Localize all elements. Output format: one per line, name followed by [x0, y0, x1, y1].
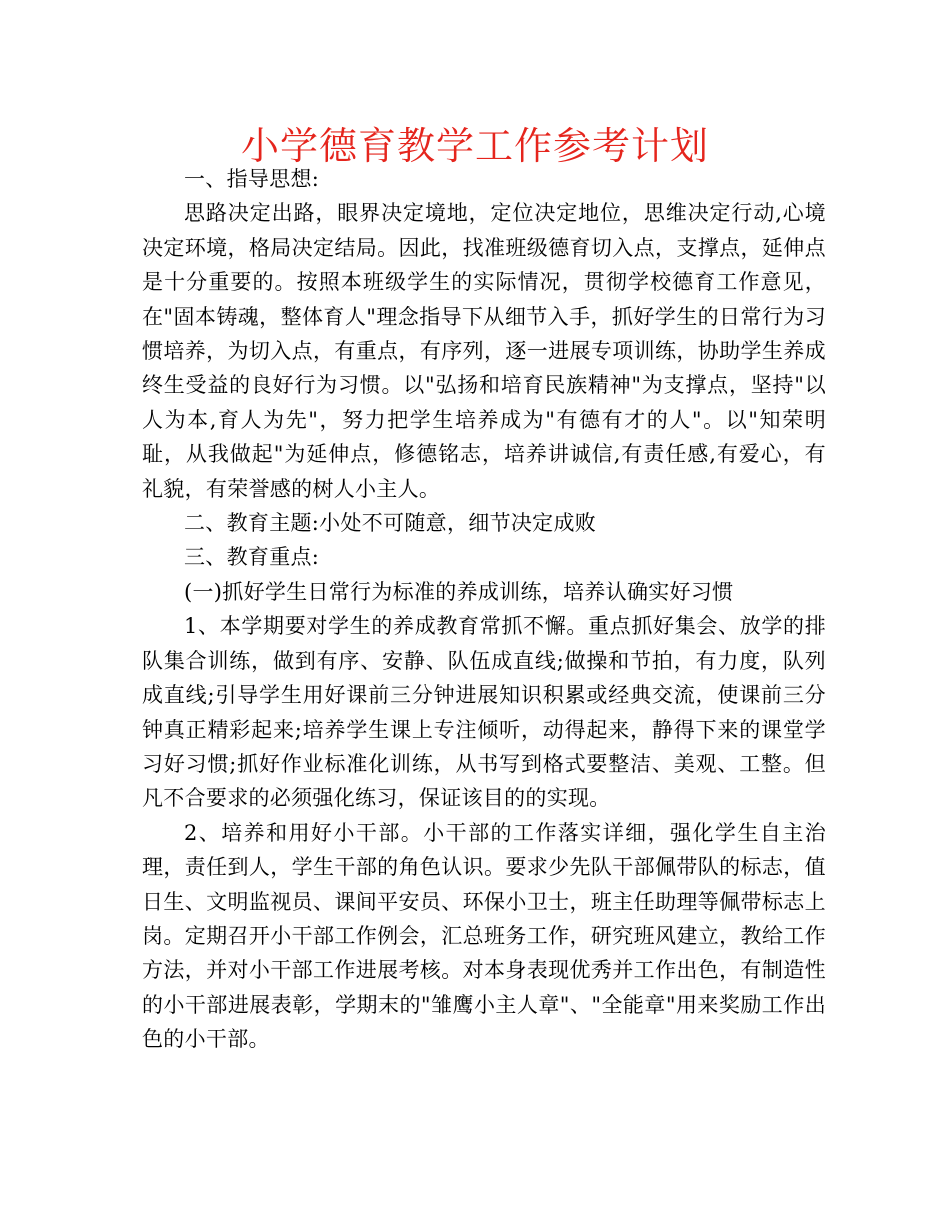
document-title: 小学德育教学工作参考计划: [240, 124, 709, 168]
document-body: [142, 162, 826, 1057]
paragraph-guiding-thought: 思路决定出路，眼界决定境地，定位决定地位，思维决定行动,心境决定环境，格局决定结局。因此，找准班级德育切入点，支撑点，延伸点是十分重要的。按照本班级学生的实际情况，贯彻学校德育工作意见，在"固本铸魂，整体育人"理念指导下从细节入手，抓好学生的日常行为习惯培养，为切入点，有重点，有序列，逐一进展专项训练，协助学生养成终生受益的良好行为习惯。以"弘扬和培育民族精神"为支撑点，坚持"以人为本,育人为先"，努力把学生培养成为"有德有才的人"。以"知荣明耻，从我做起"为延伸点，修德铭志，培养讲诚信,有责任感,有爱心，有礼貌，有荣誉感的树人小主人。: [142, 201, 826, 501]
section-heading-guiding-thought: 一、指导思想:: [184, 167, 320, 191]
paragraph-item-2: 2、培养和用好小干部。小干部的工作落实详细，强化学生自主治理，责任到人，学生干部的角色认识。要求少先队干部佩带队的标志，值日生、文明监视员、课间平安员、环保小卫士，班主任助理等佩带标志上岗。定期召开小干部工作例会，汇总班务工作，研究班风建立，教给工作方法，并对小干部工作进展考核。对本身表现优秀并工作出色，有制造性的小干部进展表彰，学期末的"雏鹰小主人章"、"全能章"用来奖励工作出色的小干部。: [142, 820, 826, 1052]
section-heading-education-theme: 二、教育主题:小处不可随意，细节决定成败: [184, 511, 597, 536]
paragraph-item-1: 1、本学期要对学生的养成教育常抓不懈。重点抓好集会、放学的排队集合训练，做到有序、安静、队伍成直线;做操和节拍，有力度，队列成直线;引导学生用好课前三分钟进展知识积累或经典交流，使课前三分钟真正精彩起来;培养学生课上专注倾听，动得起来，静得下来的课堂学习好习惯;抓好作业标准化训练，从书写到格式要整洁、美观、工整。但凡不合要求的必须强化练习，保证该目的的实现。: [142, 614, 826, 811]
section-heading-education-focus: 三、教育重点:: [184, 545, 320, 570]
subsection-heading-habits: (一)抓好学生日常行为标准的养成训练，培养认确实好习惯: [184, 579, 734, 604]
